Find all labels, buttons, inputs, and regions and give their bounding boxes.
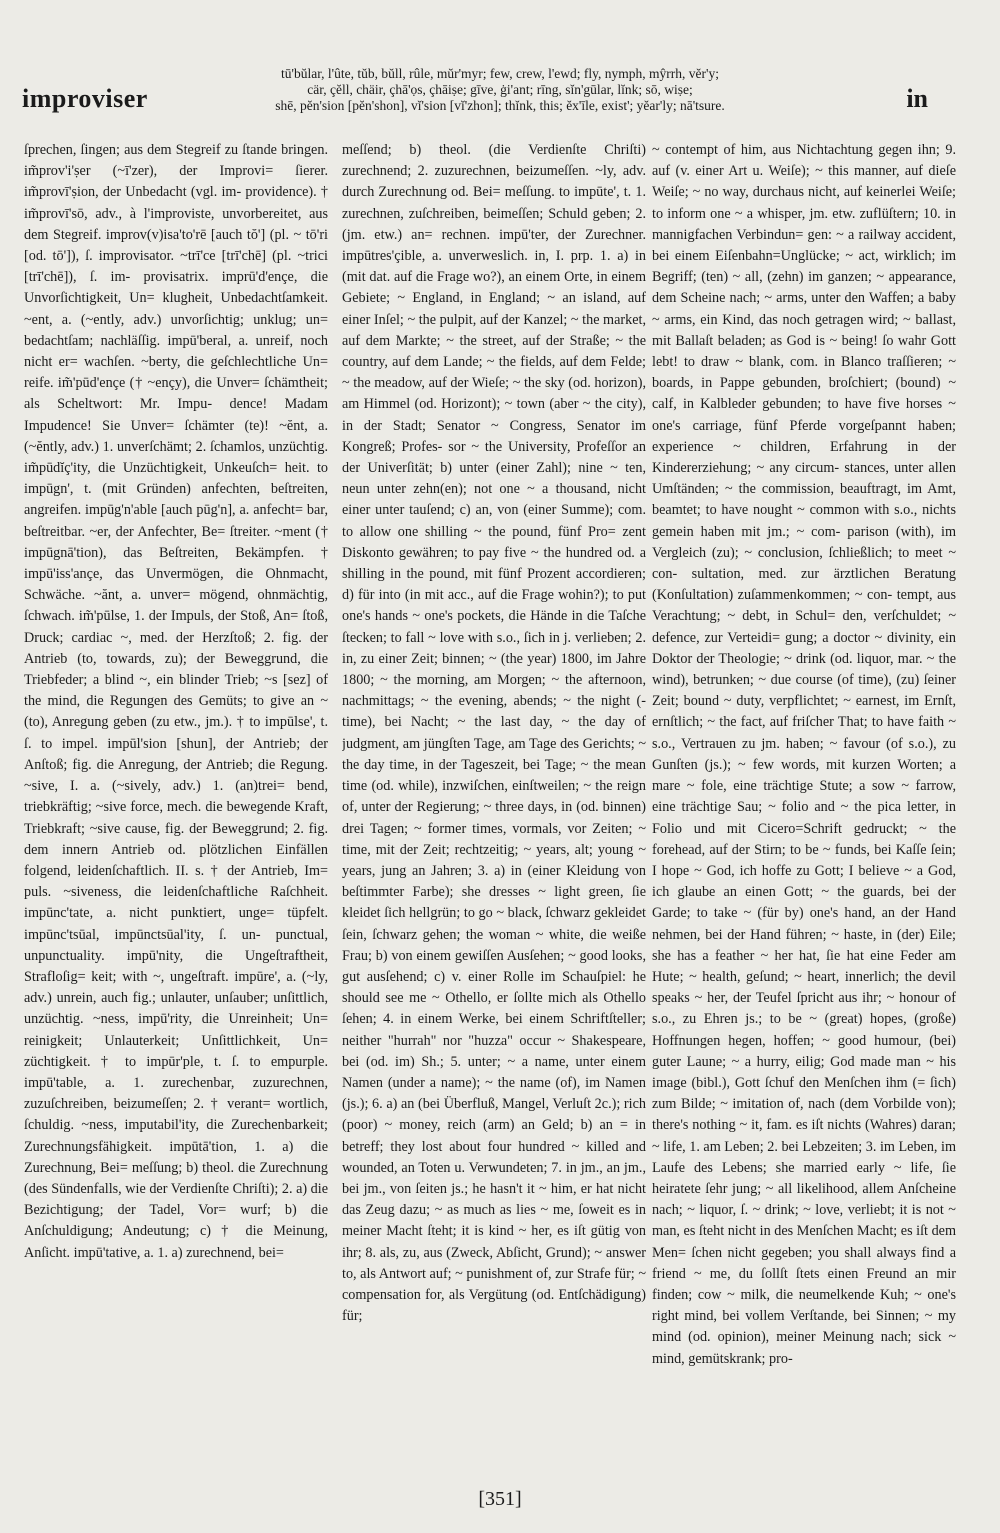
dictionary-column-1 <box>24 140 328 1485</box>
pronunciation-key <box>200 66 800 114</box>
guide-word-left: improviser <box>22 84 148 113</box>
column-text: ~ contempt of him, aus Nichtachtung gegen ihn; 9. auf (v. einer Art u. Weiſe); ~ this manner, auf dieſe Weiſe; ~ no way, durchaus nicht, auf keinerlei Weiſe; to inform one ~ a whisper, jm. etw. zuflüſtern; 10. in mannigfachen Verbindun= gen: ~ a railway accident, bei einem Eiſenbahn=Unglücke; ~ act, wirklich; im Begriff; (ten) ~ all, (zehn) im ganzen; ~ appearance, dem Scheine nach; ~ arms, unter den Waffen; a baby ~ arms, ein Kind, das noch getragen wird; ~ ballast, mit Ballaſt beladen; as God is ~ being! ſo wahr Gott lebt! to draw ~ blank, com. in Blanco traſſieren; ~ boards, in Pappe gebunden, broſchiert; (bound) ~ calf, in Kalbleder gebunden; to have five horses ~ one's carriage, fünf Pferde vorgeſpannt haben; experience ~ children, Erfahrung in der Kindererziehung; ~ any circum- stances, unter allen Umſtänden; ~ the commission, beauftragt, im Amt, beamtet; to have nought ~ common with s.o., nichts gemein haben mit jm.; ~ com- parison (with), im Vergleich (zu); ~ conclusion, ſchließlich; to meet ~ con- sultation, med. zur ärztlichen Beratung (Konſultation) zuſammenkommen; ~ con- tempt, aus Verachtung; ~ debt, in Schul= den, verſchuldet; ~ defence, zur Verteidi= gung; a doctor ~ divinity, ein Doktor der Theologie; ~ drink (od. liquor, mar. ~ the wind), betrunken; ~ due course (of time), (zu) ſeiner Zeit; bound ~ duty, verpflichtet; ~ earnest, im Ernſt, ernſtlich; ~ the fact, auf friſcher That; to have faith ~ s.o., Vertrauen zu jm. haben; ~ favour (of s.o.), zu Gunſten (js.); ~ few words, mit kurzen Worten; a mare ~ fole, eine trächtige Stute; a sow ~ farrow, eine trächtige Sau; ~ folio and ~ the pica letter, in Folio und mit Cicero=Schrift gedruckt; ~ the forehead, auf der Stirn; to be ~ funds, bei Kaſſe ſein; I hope ~ God, ich hoffe zu Gott; I believe ~ a God, ich glaube an einen Gott; ~ the guards, bei der Garde; to take ~ (für by) one's hand, an der Hand nehmen, bei der Hand führen; ~ haste, in (der) Eile; she has a feather ~ her hat, ſie hat eine Feder am Hute; ~ health, geſund; ~ heart, innerlich; the devil speaks ~ her, der Teufel ſpricht aus ihr; ~ honour of s.o., zu Ehren js.; to be ~ (great) hopes, (große) Hoffnungen hegen, hoffen; ~ good humour, (bei) guter Laune; ~ a hurry, eilig; God made man ~ his image (bibl.), Gott ſchuf den Menſchen ihm (= ſich) zum Bilde; ~ imitation of, nach (dem Vorbilde von); there's nothing ~ it, fam. es iſt nichts (Wahres) daran; ~ life, 1. am Leben; 2. bei Lebzeiten; 3. im Leben, im Laufe des Lebens; she married early ~ life, ſie heiratete ſehr jung; ~ all likelihood, allem Anſcheine nach; ~ liquor, ſ. ~ drink; ~ love, verliebt; it is not ~ man, es ſteht nicht in des Menſchen Macht; es iſt dem Men= ſchen nicht gegeben; you shall always find a friend ~ me, du ſollſt ſtets einen Freund an mir finden; cow ~ milk, die neumelkende Kuh; ~ one's right mind, bei vollem Verſtande, bei Sinnen; ~ my mind (od. opinion), meiner Meinung nach; sick ~ mind, gemütskrank; pro- <box>652 142 956 1367</box>
pronunciation-key-line: tū'bŭlar, l'ûte, tŭb, bŭll, rûle, mŭr'myr; few, crew, l'ewd; fly, nymph, mŷrrh, vĕr'y; <box>281 66 719 81</box>
pronunciation-key-line: shē, pĕn'sion [pĕn'shon], vĭ'sion [vĭ'zhon]; thĭnk, this; ĕx'īle, exist'; yĕar'ly; nā'tsure. <box>275 98 725 113</box>
dictionary-column-3 <box>652 140 956 1485</box>
column-text: ſprechen, ſingen; aus dem Stegreif zu ſtande bringen. im̃prov'i'ṣer (~ī'zer), der Improvi= ſierer. im̃provī'ṣion, der Unbedacht (vgl. im- providence). † im̃provī'sō, adv., à l'improviste, unvorbereitet, aus dem Stegreif. improv(v)isa'to'rē [auch tŏ'] (pl. ~ tō'ri [od. tō']), ſ. improvisator. ~trī'ce [trī'chē] (pl. ~trici [trī'chē]), ſ. im- provisatrix. imprū'd'ençe, die Unvorſichtigkeit, Un= klugheit, Unbedachtſamkeit. ~ent, a. (~ently, adv.) unvorſichtig; unklug; un= bedachtſam; nachläſſig. impū'beral, a. unreif, noch nicht er= wachſen. ~berty, die geſchlechtliche Un= reife. im̃'pūd'ençe († ~ençy), die Unver= ſchämtheit; als Scheltwort: Mr. Impu- dence! Madam Impudence! Sie Unver= ſchämter (te)! ~ĕnt, a. (~ĕntly, adv.) 1. unverſchämt; 2. ſchamlos, unzüchtig. im̃pūdĭç'ity, die Unzüchtigkeit, Unkeuſch= heit. to impūgn', t. (mit Gründen) anfechten, beſtreiten, angreifen. impūg'n'able [auch pūg'n], a. anfecht= bar, beſtreitbar. ~er, der Anfechter, Be= ſtreiter. ~ment († impūgnā'tion), das Beſtreiten, Bekämpfen. † impū'iss'ançe, das Unvermögen, die Ohnmacht, Schwäche. ~ănt, a. unver= mögend, ohnmächtig, ſchwach. im̃'pūlse, 1. der Impuls, der Stoß, An= ſtoß, Druck; cardiac ~, med. der Herzſtoß; 2. fig. der Antrieb (to, towards, zu); der Beweggrund, die Triebfeder; a blind ~, ein blinder Trieb; ~s [sez] of the mind, die Regungen des Gemüts; to give an ~ (to), Anregung geben (zu etw., jm.). † to impūlse', t. ſ. to impel. impūl'sion [shun], der Antrieb; der Anſtoß; fig. die Anregung, der Antrieb; die Regung. ~sive, I. a. (~sively, adv.) 1. (an)trei= bend, triebkräftig; ~sive force, mech. die bewegende Kraft, Triebkraft; ~sive cause, fig. der Beweggrund; 2. fig. dem innern Antrieb od. plötzlichen Einfällen folgend, leidenſchaftlich. II. s. † der Antrieb, Im= puls. ~siveness, die leidenſchaftliche Raſchheit. impūnc'tate, a. nicht punktiert, unge= tüpfelt. impūnc'tsūal, impūnctsūal'ity, ſ. un- punctual, unpunctuality. impū'nity, die Ungeſtraftheit, Strafloſig= keit; with ~, ungeſtraft. impūre', a. (~ly, adv.) unrein, auch fig.; unlauter, unſauber; unſittlich, unzüchtig. ~ness, impū'rity, die Unreinheit; Un= reinigkeit; Unlauterkeit; Unſittlichkeit, Un= züchtigkeit. † to impūr'ple, t. ſ. to empurple. impū'table, a. 1. zurechenbar, zuzurechnen, zuzuſchreiben, beizumeſſen; 2. † verant= wortlich, ſchuldig. ~ness, imputabil'ity, die Zurechenbarkeit; Zurechnungsfähigkeit. impūtā'tion, 1. a) die Zurechnung, Bei= meſſung; b) theol. die Zurechnung (des Sündenfalls, wie der Verdienſte Chriſti); 2. a) die Bezichtigung; der Tadel, Vor= wurf; b) die Anſchuldigung; Andeutung; c) † die Meinung, Anſicht. impū'tative, a. 1. a) zurechnend, bei= <box>24 142 328 1261</box>
pronunciation-key-line: cär, çĕll, chäir, çhā'ọs, çhāiṣe; gīve, ġi'ant; rīng, sĭn'gūlar, lĭnk; sō, wiṣe; <box>307 82 693 97</box>
page-header <box>0 0 1000 120</box>
guide-word-right: in <box>906 84 928 113</box>
dictionary-column-2 <box>342 140 646 1485</box>
column-text: meſſend; b) theol. (die Verdienſte Chriſti) zurechnend; 2. zuzurechnen, beizumeſſen. ~ly, adv. durch Zurechnung od. Bei= meſſung. to impūte', t. 1. zurechnen, zuſchreiben, beimeſſen; Schuld geben; 2. (jm. etw.) an= rechnen. impū'ter, der Zurechner. impūtres'çible, a. unverweslich. in, I. prp. 1. a) in (mit dat. auf die Frage wo?), an einem Orte, in einem Gebiete; ~ England, in England; ~ an island, auf einer Inſel; ~ the pulpit, auf der Kanzel; ~ the market, auf dem Markte; ~ the street, auf der Straße; ~ the country, auf dem Lande; ~ the fields, auf dem Felde; ~ the meadow, auf der Wieſe; ~ the sky (od. horizon), am Himmel (od. Horizont); ~ town (aber ~ the city), in der Stadt; Senator ~ Congress, Senator im Kongreß; Profes- sor ~ the University, Profeſſor an der Univerſität; b) unter (einer Zahl); nine ~ ten, neun unter zehn(en); not one ~ a thousand, nicht einer unter tauſend; c) an, von (einer Summe); com. to allow one shilling ~ the pound, fünf Pro= zent Diskonto gewähren; to pay five ~ the hundred od. a shilling in the pound, mit fünf Prozent accordieren; d) für into (in mit acc., auf die Frage wohin?); to put one's hands ~ one's pockets, die Hände in die Taſche ſtecken; to fall ~ love with s.o., ſich in j. verlieben; 2. in, zu einer Zeit; binnen; ~ (the year) 1800, im Jahre 1800; ~ the morning, am Morgen; ~ the afternoon, nachmittags; ~ the evening, abends; ~ the night (-time), bei Nacht; ~ the last day, ~ the day of judgment, am jüngſten Tage, am Tage des Gerichts; ~ the day time, in der Tageszeit, bei Tage; ~ the mean time (od. while), inzwiſchen, einſtweilen; ~ the reign of, unter der Regierung; ~ three days, in (od. binnen) drei Tagen; ~ former times, vormals, vor Zeiten; ~ time, mit der Zeit; rechtzeitig; ~ years, alt; young ~ years, jung an Jahren; 3. a) in (einer Kleidung von beſtimmter Farbe); she dresses ~ light green, ſie kleidet ſich hellgrün; to go ~ black, ſchwarz gekleidet ſein, ſchwarz gehen; the woman ~ white, die weiße Frau; b) von einem gewiſſen Ausſehen; ~ good looks, gut ausſehend; c) v. einer Rolle im Schauſpiel: he should see me ~ Othello, er ſollte mich als Othello ſehen; 4. in einem Werke, bei einem Schriftſteller; neither "hurrah" nor "huzza" occur ~ Shakespeare, bei (od. im) Sh.; 5. unter; ~ a name, unter einem Namen (under a name); ~ the name (of), im Namen (js.); 6. a) an (bei Überfluß, Mangel, Verluſt 2c.); rich (poor) ~ money, reich (arm) an Geld; b) an = in betreff; they lost about four hundred ~ killed and wounded, an Toten u. Verwundeten; 7. in jm., an jm., bei jm., von ſeiten js.; he hasn't it ~ him, er hat nicht das Zeug dazu; ~ as much as lies ~ me, ſoweit es in meiner Macht ſteht; it is kind ~ her, es iſt gütig von ihr; 8. als, zu, aus (Zweck, Abſicht, Grund); ~ answer to, als Antwort auf; ~ punishment of, zur Strafe für; ~ compensation for, als Vergütung (od. Entſchädigung) für; <box>342 142 646 1325</box>
page-number: [351] <box>478 1488 522 1510</box>
